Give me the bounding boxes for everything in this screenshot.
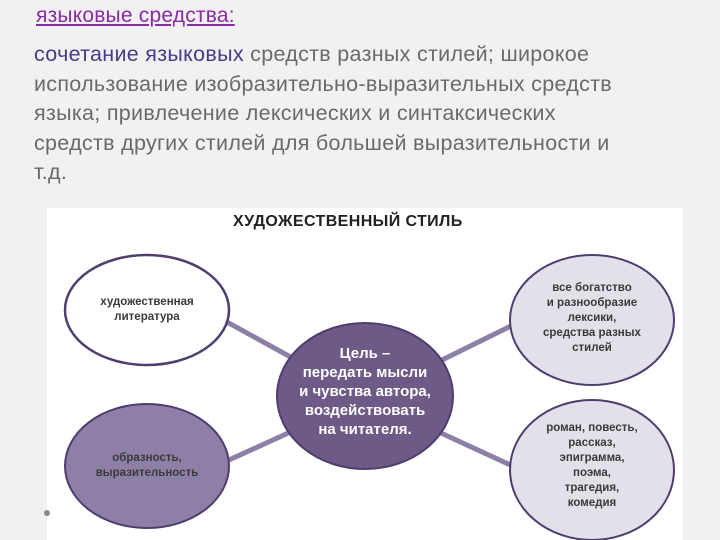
label-goal: [285, 344, 445, 439]
label-line: комедия: [567, 497, 617, 509]
label-line: на читателя.: [318, 421, 412, 438]
label-literature: [75, 295, 219, 325]
description-paragraph: [34, 40, 634, 188]
label-line: рассказ,: [568, 437, 616, 449]
label-line: Цель –: [339, 345, 391, 362]
label-line: стилей: [572, 342, 612, 354]
bullet-dot: [44, 510, 50, 516]
section-heading: языковые средства:: [36, 4, 235, 27]
label-line: средства разных: [543, 327, 641, 339]
label-line: все богатство: [552, 282, 632, 294]
label-line: лексики,: [567, 312, 617, 324]
label-line: выразительность: [95, 467, 199, 479]
label-line: и разнообразие: [546, 297, 638, 309]
label-genres: [522, 421, 662, 511]
label-line: трагедия,: [564, 482, 620, 494]
label-line: литература: [114, 311, 180, 323]
diagram-title: ХУДОЖЕСТВЕННЫЙ СТИЛЬ: [233, 213, 463, 230]
style-diagram: [47, 208, 683, 540]
label-line: воздействовать: [304, 402, 426, 419]
label-line: поэма,: [573, 467, 611, 479]
label-imagery: [75, 451, 219, 481]
label-lexicon: [522, 281, 662, 356]
paragraph-rest: средств разных стилей; широкое использование изобразительно-выразительных средств языка; привлечение лексических и синтаксических средств других стилей для большей выразительности и т.д.: [34, 42, 612, 184]
highlighted-phrase: сочетание языковых: [34, 42, 244, 66]
label-line: и чувства автора,: [299, 383, 431, 400]
label-line: роман, повесть,: [546, 422, 638, 434]
label-line: эпиграмма,: [559, 452, 625, 464]
label-line: художественная: [100, 296, 194, 308]
label-line: образность,: [112, 452, 182, 464]
label-line: передать мысли: [302, 364, 428, 381]
